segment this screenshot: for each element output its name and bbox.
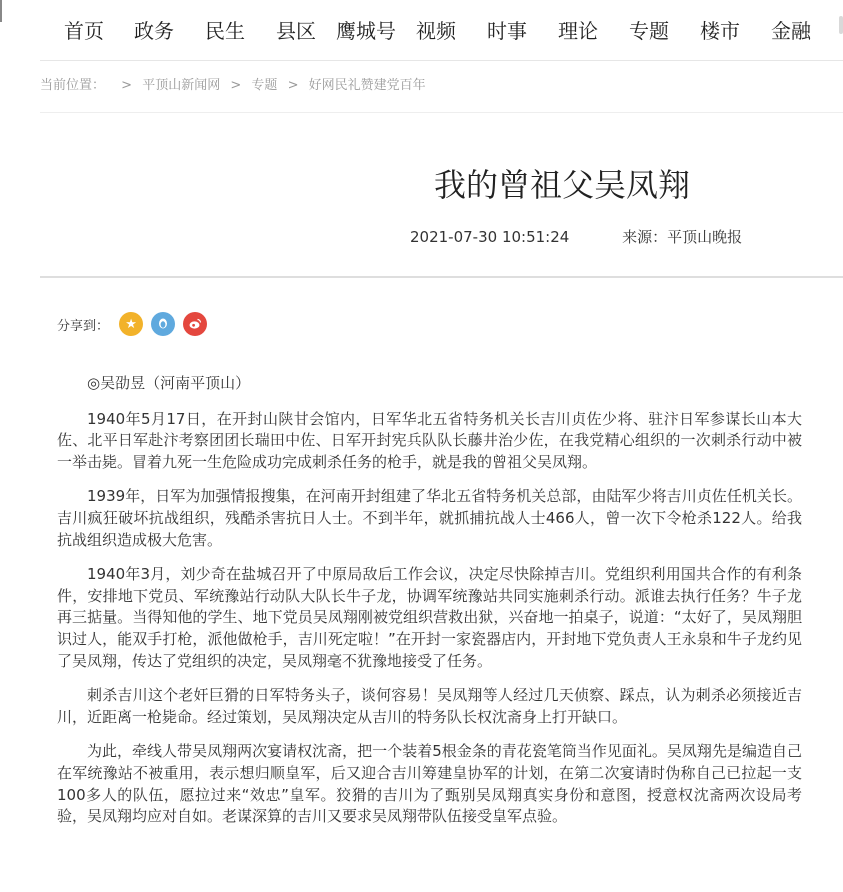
share-bar [57,312,207,336]
qzone-share-icon[interactable]: ★ [119,312,143,336]
article-author: ◎吴劭昱（河南平顶山） [87,374,251,392]
nav-item-current-affairs[interactable]: 时事 [487,19,527,43]
article-meta [410,226,742,247]
header-divider [40,112,843,113]
article-paragraph: 1939年，日军为加强情报搜集，在河南开封组建了华北五省特务机关总部，由陆军少将吉川贞佐任机关长。吉川疯狂破坏抗战组织，残酷杀害抗日人士。不到半年，就抓捕抗战人士466人，曾一次下令枪杀122人。给我抗战组织造成极大危害。 [57,487,802,549]
article-paragraph: 刺杀吉川这个老奸巨猾的日军特务头子，谈何容易！吴凤翔等人经过几天侦察、踩点，认为刺杀必须接近吉川，近距离一枪毙命。经过策划，吴凤翔决定从吉川的特务队长权沈斋身上打开缺口。 [57,686,802,726]
qq-penguin-icon [156,317,170,331]
nav-item-theory[interactable]: 理论 [558,19,598,43]
breadcrumb-separator: > [121,78,133,93]
article-paragraph: 为此，牵线人带吴凤翔两次宴请权沈斋，把一个装着5根金条的青花瓷笔筒当作见面礼。吴凤翔先是编造自己在军统豫站不被重用，表示想归顺皇军，后又迎合吉川筹建皇协军的计划，在第二次宴请时伪称自己已拉起一支100多人的队伍，愿拉过来“效忠”皇军。狡猾的吉川为了甄别吴凤翔真实身份和意图，授意权沈斋两次设局考验，吴凤翔均应对自如。老谋深算的吉川又要求吴凤翔带队伍接受皇军点验。 [57,742,802,826]
nav-item-home[interactable]: 首页 [64,19,104,43]
breadcrumb-prefix: 当前位置： [40,78,106,93]
article-datetime: 2021-07-30 10:51:24 [410,228,570,246]
article-title: 我的曾祖父吴凤翔 [434,166,691,204]
article-body [57,373,802,841]
nav-item-real-estate[interactable]: 楼市 [700,19,740,43]
nav-item-video[interactable]: 视频 [416,19,456,43]
nav-item-yingcheng[interactable]: 鹰城号 [336,19,396,43]
article-paragraph: 1940年5月17日，在开封山陕甘会馆内，日军华北五省特务机关长吉川贞佐少将、驻汴日军参谋长山本大佐、北平日军赴汴考察团团长瑞田中佐、日军开封宪兵队队长藤井治少佐，在我党精心组织的一次刺杀行动中被一举击毙。冒着九死一生危险成功完成刺杀任务的枪手，就是我的曾祖父吴凤翔。 [57,409,802,471]
breadcrumb-topics-link[interactable]: 专题 [251,78,278,93]
nav-item-livelihood[interactable]: 民生 [205,19,245,43]
nav-item-finance[interactable]: 金融 [771,19,811,43]
nav-overflow-edge [839,16,843,34]
qq-share-icon[interactable] [151,312,175,336]
nav-item-politics[interactable]: 政务 [134,19,174,43]
article-paragraph: 1940年3月，刘少奇在盐城召开了中原局敌后工作会议，决定尽快除掉吉川。党组织利用国共合作的有利条件，安排地下党员、军统豫站行动队大队长牛子龙，协调军统豫站共同实施刺杀行动。派谁去执行任务？牛子龙再三掂量。当得知他的学生、地下党员吴凤翔刚被党组织营救出狱，兴奋地一拍桌子，说道：“太好了，吴凤翔胆识过人，能双手打枪，派他做枪手，吉川死定啦！”在开封一家瓷器店内，开封地下党负责人王永泉和牛子龙约见了吴凤翔，传达了党组织的决定，吴凤翔毫不犹豫地接受了任务。 [57,565,802,670]
breadcrumb-separator: > [230,78,242,93]
nav-item-topics[interactable]: 专题 [629,19,669,43]
share-label: 分享到： [57,318,110,334]
article-source: 来源：平顶山晚报 [622,228,743,246]
title-divider [40,276,843,278]
weibo-share-icon[interactable] [183,312,207,336]
weibo-eye-icon [188,317,202,331]
nav-item-counties[interactable]: 县区 [276,19,316,43]
breadcrumb-current-topic-link[interactable]: 好网民礼赞建党百年 [308,78,426,93]
breadcrumb [40,74,432,93]
breadcrumb-home-link[interactable]: 平顶山新闻网 [142,78,221,93]
window-edge-mark [0,0,2,22]
breadcrumb-separator: > [287,78,299,93]
top-nav [40,0,843,61]
